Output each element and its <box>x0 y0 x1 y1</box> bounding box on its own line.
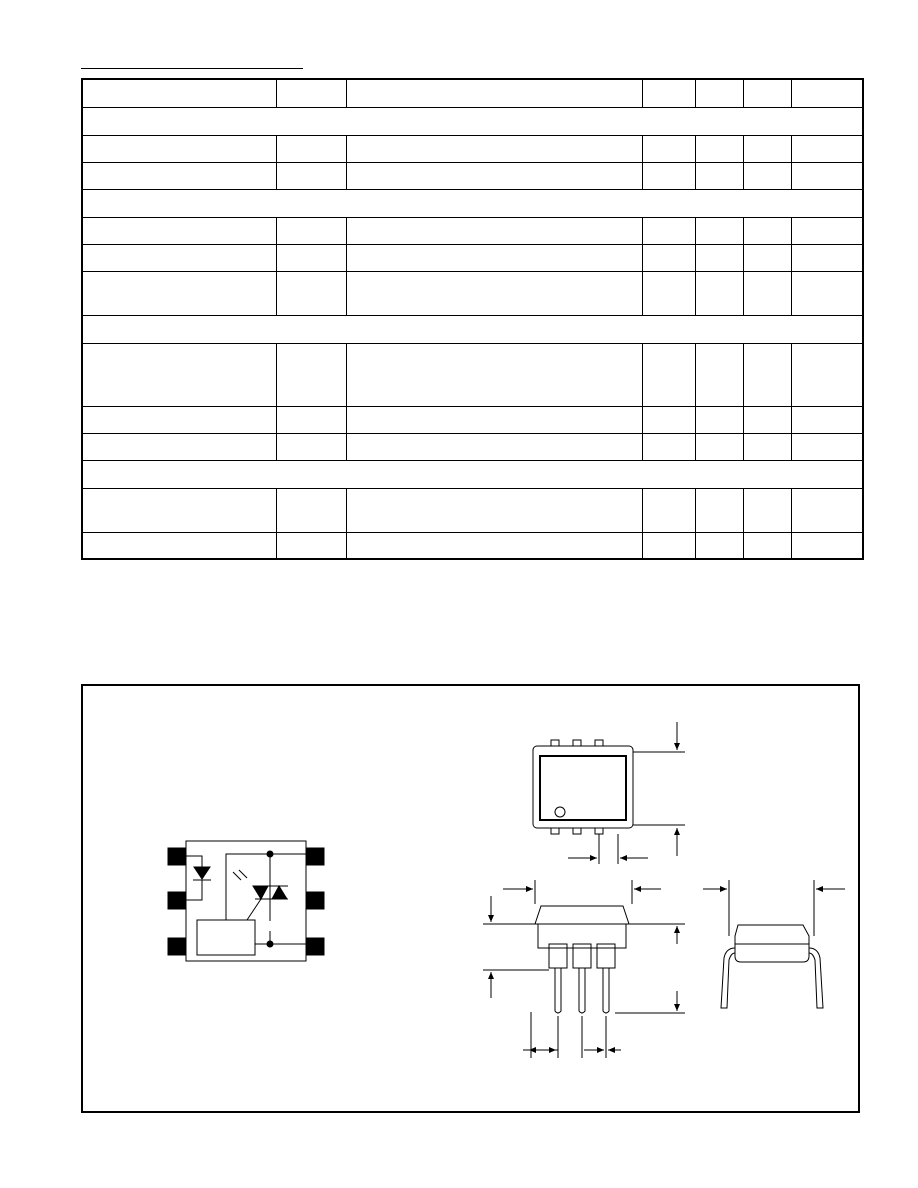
pin-1 <box>168 848 186 865</box>
pin1-marker-icon <box>555 807 565 817</box>
pin-6 <box>306 848 324 865</box>
detector-block <box>197 920 255 955</box>
table-row <box>82 244 863 271</box>
pin-5 <box>306 892 324 909</box>
pin-3 <box>168 938 186 955</box>
package-drawings <box>83 686 862 1115</box>
table-row <box>82 406 863 433</box>
table-row <box>82 162 863 189</box>
table-row <box>82 433 863 460</box>
package-figure <box>81 684 860 1113</box>
top-view <box>533 722 685 864</box>
table-section-row <box>82 107 863 135</box>
table-row <box>82 135 863 162</box>
front-view-body <box>535 906 633 948</box>
table-header-row <box>82 79 863 107</box>
triac-icon <box>253 886 268 899</box>
table-row <box>82 488 863 532</box>
optocoupler-schematic <box>168 841 324 961</box>
schematic-body <box>186 841 306 961</box>
header-rule <box>81 68 303 69</box>
pin-2 <box>168 892 186 909</box>
table-section-row <box>82 315 863 343</box>
characteristics-table <box>81 78 864 560</box>
pin-4 <box>306 938 324 955</box>
table-section-row <box>82 189 863 217</box>
table-row <box>82 271 863 315</box>
top-view-body <box>533 746 633 828</box>
table-section-row <box>82 460 863 488</box>
side-view <box>703 880 845 1008</box>
table-row <box>82 532 863 559</box>
table-row <box>82 217 863 244</box>
table-row <box>82 343 863 406</box>
led-icon <box>194 867 210 879</box>
front-view <box>483 880 685 1058</box>
